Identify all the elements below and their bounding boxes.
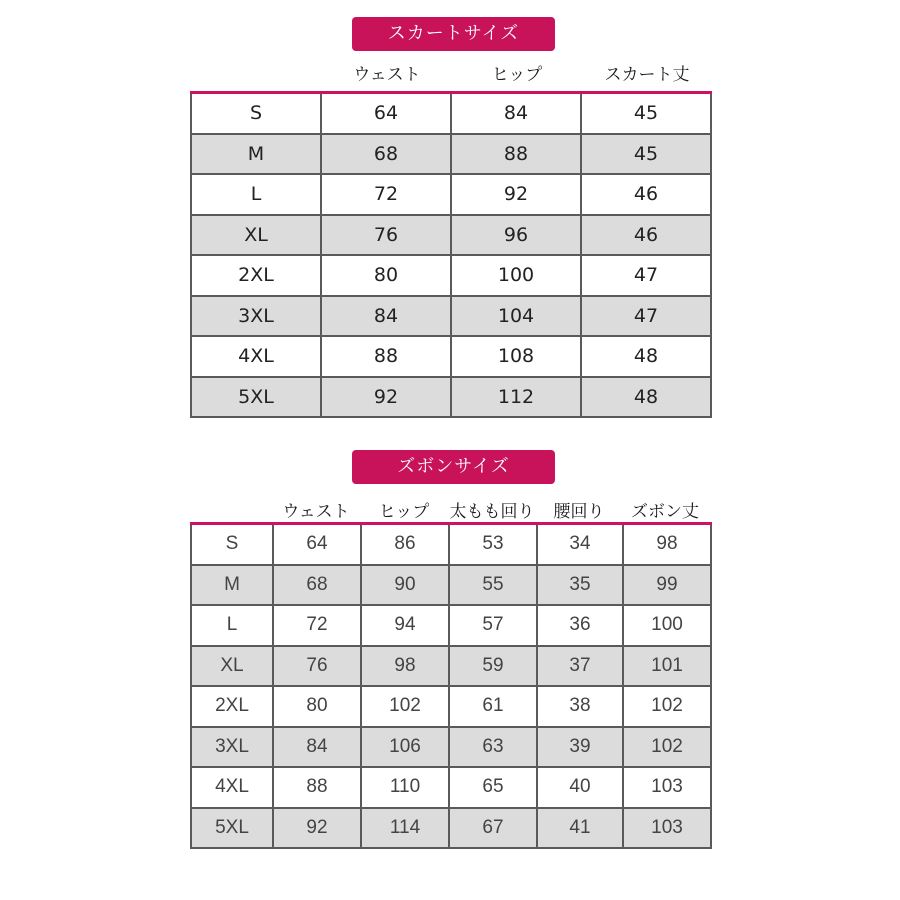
pants-size-label: L	[191, 605, 273, 646]
pants-header-hip: ヒップ	[378, 502, 430, 522]
pants-row	[191, 565, 711, 606]
pants-cell: 61	[449, 686, 537, 727]
pants-size-table	[190, 522, 712, 849]
skirt-size-label: 3XL	[191, 296, 321, 337]
pants-size-label: M	[191, 565, 273, 606]
pants-cell: 76	[273, 646, 361, 687]
pants-row	[191, 686, 711, 727]
pants-header-hip-circ: 腰回り	[553, 502, 605, 522]
skirt-cell: 104	[451, 296, 581, 337]
skirt-row	[191, 93, 711, 134]
pants-size-label: 3XL	[191, 727, 273, 768]
pants-cell: 84	[273, 727, 361, 768]
pants-row	[191, 646, 711, 687]
skirt-cell: 92	[451, 174, 581, 215]
pants-cell: 53	[449, 524, 537, 565]
pants-cell: 101	[623, 646, 711, 687]
pants-row	[191, 605, 711, 646]
skirt-cell: 84	[321, 296, 451, 337]
pants-cell: 38	[537, 686, 623, 727]
pants-cell: 106	[361, 727, 449, 768]
pants-size-label: 5XL	[191, 808, 273, 849]
skirt-cell: 47	[581, 255, 711, 296]
pants-cell: 92	[273, 808, 361, 849]
skirt-size-label: 5XL	[191, 377, 321, 418]
skirt-cell: 47	[581, 296, 711, 337]
pants-cell: 55	[449, 565, 537, 606]
skirt-row	[191, 296, 711, 337]
skirt-cell: 108	[451, 336, 581, 377]
pants-cell: 34	[537, 524, 623, 565]
pants-cell: 64	[273, 524, 361, 565]
pants-size-label: XL	[191, 646, 273, 687]
skirt-cell: 46	[581, 215, 711, 256]
pants-cell: 72	[273, 605, 361, 646]
pants-header-thigh: 太もも回り	[449, 502, 535, 522]
skirt-cell: 92	[321, 377, 451, 418]
pants-row	[191, 524, 711, 565]
skirt-cell: 96	[451, 215, 581, 256]
pants-size-label: 4XL	[191, 767, 273, 808]
pants-row	[191, 767, 711, 808]
pants-cell: 110	[361, 767, 449, 808]
skirt-size-label: M	[191, 134, 321, 175]
skirt-cell: 46	[581, 174, 711, 215]
skirt-row	[191, 134, 711, 175]
pants-cell: 99	[623, 565, 711, 606]
skirt-row	[191, 255, 711, 296]
skirt-cell: 80	[321, 255, 451, 296]
pants-cell: 86	[361, 524, 449, 565]
skirt-cell: 72	[321, 174, 451, 215]
pants-cell: 67	[449, 808, 537, 849]
pants-cell: 90	[361, 565, 449, 606]
skirt-cell: 48	[581, 377, 711, 418]
skirt-size-title: スカートサイズ	[352, 17, 555, 51]
pants-cell: 102	[361, 686, 449, 727]
pants-cell: 63	[449, 727, 537, 768]
skirt-row	[191, 377, 711, 418]
skirt-cell: 45	[581, 134, 711, 175]
pants-cell: 36	[537, 605, 623, 646]
pants-size-label: 2XL	[191, 686, 273, 727]
pants-cell: 35	[537, 565, 623, 606]
skirt-cell: 68	[321, 134, 451, 175]
skirt-cell: 64	[321, 93, 451, 134]
skirt-size-label: S	[191, 93, 321, 134]
skirt-size-label: 2XL	[191, 255, 321, 296]
skirt-row	[191, 336, 711, 377]
pants-cell: 80	[273, 686, 361, 727]
skirt-header-length: スカート丈	[604, 65, 690, 85]
pants-header-length: ズボン丈	[631, 502, 699, 522]
skirt-size-label: XL	[191, 215, 321, 256]
skirt-cell: 48	[581, 336, 711, 377]
skirt-cell: 45	[581, 93, 711, 134]
pants-cell: 65	[449, 767, 537, 808]
pants-header-waist: ウェスト	[282, 502, 350, 522]
pants-cell: 68	[273, 565, 361, 606]
pants-cell: 59	[449, 646, 537, 687]
skirt-header-hip: ヒップ	[491, 65, 543, 85]
skirt-size-table	[190, 91, 712, 418]
pants-cell: 40	[537, 767, 623, 808]
pants-cell: 103	[623, 767, 711, 808]
skirt-cell: 100	[451, 255, 581, 296]
pants-size-label: S	[191, 524, 273, 565]
skirt-header-waist: ウェスト	[353, 65, 421, 85]
skirt-cell: 112	[451, 377, 581, 418]
skirt-row	[191, 174, 711, 215]
skirt-cell: 88	[451, 134, 581, 175]
pants-cell: 41	[537, 808, 623, 849]
skirt-size-label: L	[191, 174, 321, 215]
pants-cell: 98	[361, 646, 449, 687]
pants-size-title: ズボンサイズ	[352, 450, 555, 484]
pants-cell: 103	[623, 808, 711, 849]
skirt-cell: 76	[321, 215, 451, 256]
pants-cell: 37	[537, 646, 623, 687]
pants-cell: 100	[623, 605, 711, 646]
pants-cell: 94	[361, 605, 449, 646]
pants-row	[191, 727, 711, 768]
pants-cell: 98	[623, 524, 711, 565]
skirt-size-label: 4XL	[191, 336, 321, 377]
pants-cell: 57	[449, 605, 537, 646]
pants-cell: 102	[623, 727, 711, 768]
pants-cell: 88	[273, 767, 361, 808]
pants-row	[191, 808, 711, 849]
pants-cell: 102	[623, 686, 711, 727]
skirt-cell: 84	[451, 93, 581, 134]
skirt-cell: 88	[321, 336, 451, 377]
skirt-row	[191, 215, 711, 256]
pants-cell: 39	[537, 727, 623, 768]
pants-cell: 114	[361, 808, 449, 849]
